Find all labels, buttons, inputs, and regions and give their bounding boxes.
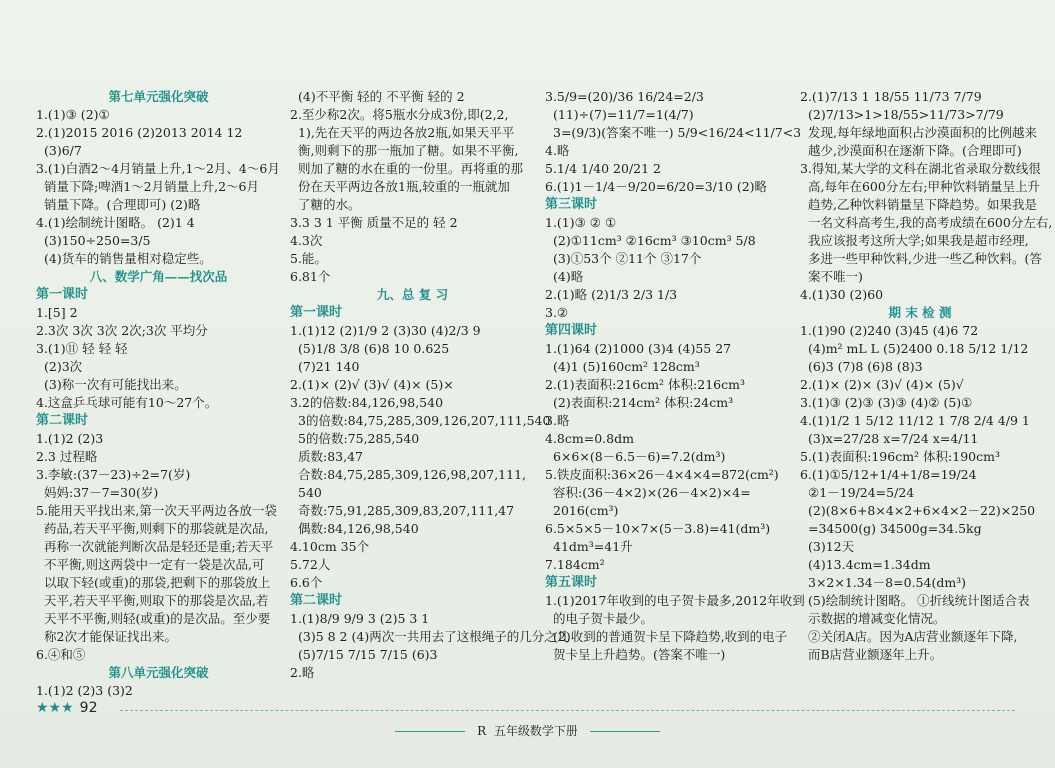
answer-line: 天平不平衡,则轻(或重)的是次品。至少要	[44, 611, 271, 626]
answer-line: 5.能用天平找出来,第一次天平两边各放一袋	[36, 503, 277, 518]
answer-line: 则加了糖的水在重的一份里。再将重的那	[298, 161, 524, 176]
column-1	[36, 88, 281, 700]
answer-line: 6.5×5×5－10×7×(5－3.8)=41(dm³)	[545, 521, 771, 536]
answer-line: 3.李敏:(37－23)÷2=7(岁)	[36, 467, 191, 482]
book-title: 五年级数学下册	[493, 724, 578, 738]
answer-line: (5)7/15 7/15 7/15 (6)3	[298, 647, 438, 662]
lesson-heading: 第五课时	[545, 575, 598, 590]
answer-line: 4.(1)30 (2)60	[800, 287, 884, 302]
answer-line: 6.81个	[290, 269, 331, 284]
answer-line: (2)(8×6+8×4×2+6×4×2－22)×250	[808, 503, 1036, 518]
answer-line: 1.(1)2 (2)3 (3)2	[36, 683, 133, 698]
answer-line: 发现,每年绿地面积占沙漠面积的比例越来	[808, 125, 1037, 140]
answer-line: 4.10cm 35个	[290, 539, 370, 554]
answer-line: (3)6/7	[44, 143, 82, 158]
answer-line: 3.②	[545, 305, 569, 320]
answer-line: 2.略	[290, 665, 315, 680]
answer-line: 41dm³=41升	[553, 539, 633, 554]
answer-line: 4.这盒乒乓球可能有10～27个。	[36, 395, 218, 410]
answer-line: 3=(9/3)(答案不唯一) 5/9<16/24<11/7<3	[553, 125, 802, 140]
footer-line-right	[590, 731, 660, 732]
answer-line: 4.略	[545, 143, 570, 158]
answer-line: ②关闭A店。因为A店营业额逐年下降,	[808, 629, 1018, 644]
answer-line: 2.3次 3次 3次 2次;3次 平均分	[36, 323, 208, 338]
answer-line: 4.3次	[290, 233, 323, 248]
answer-line: 药品,若天平平衡,则剩下的那袋就是次品,	[44, 521, 269, 536]
answer-line: 6×6×(8－6.5－6)=7.2(dm³)	[553, 449, 726, 464]
answer-line: 的电子贺卡最少。	[553, 611, 654, 626]
answer-line: 5.72人	[290, 557, 331, 572]
answer-line: 2.(1)7/13 1 18/55 11/73 7/79	[800, 89, 982, 104]
answer-line: (3)x=27/28 x=7/24 x=4/11	[808, 431, 979, 446]
section-title: 八、数学广角——找次品	[89, 269, 228, 284]
answer-line: 1.(1)③ (2)①	[36, 107, 110, 122]
answer-line: 5.(1)表面积:196cm² 体积:190cm³	[800, 449, 1000, 464]
answer-line: 天平,若天平平衡,则取下的那袋是次品,若	[44, 593, 269, 608]
answer-line: 2.至少称2次。将5瓶水分成3份,即(2,2,	[290, 107, 509, 122]
answer-line: (4)不平衡 轻的 不平衡 轻的 2	[298, 89, 465, 104]
answer-line: 称2次才能保证找出来。	[44, 629, 177, 644]
answer-line: (4)1 (5)160cm² 128cm³	[553, 359, 700, 374]
lesson-heading: 第四课时	[545, 323, 598, 338]
answer-line: (2)7/13>1>18/55>11/73>7/79	[808, 107, 1004, 122]
answer-line: 3.5/9=(20)/36 16/24=2/3	[545, 89, 704, 104]
answer-line: (4)货车的销售量相对稳定些。	[44, 251, 212, 266]
answer-line: 2.(1)× (2)√ (3)√ (4)× (5)×	[290, 377, 454, 392]
answer-line: 3.得知,某大学的文科在湖北省录取分数线很	[800, 161, 1041, 176]
answer-line: 540	[298, 485, 322, 500]
answer-line: 1),先在天平的两边各放2瓶,如果天平平	[298, 125, 515, 140]
answer-line: 4.8cm=0.8dm	[545, 431, 634, 446]
answer-line: (2)表面积:214cm² 体积:24cm³	[553, 395, 734, 410]
answer-line: 案不唯一)	[808, 269, 863, 284]
answer-line: (3)150÷250=3/5	[44, 233, 151, 248]
page-number: 92	[79, 700, 98, 716]
publisher-mark: R	[477, 724, 487, 738]
answer-line: 5.能。	[290, 251, 327, 266]
column-4	[800, 88, 1053, 664]
column-3	[545, 88, 805, 664]
answer-line: 2016(cm³)	[553, 503, 619, 518]
answer-line: (3)12天	[808, 539, 855, 554]
answer-line: 越少,沙漠面积在逐渐下降。(合理即可)	[808, 143, 1022, 158]
answer-line: 1.(1)2017年收到的电子贺卡最多,2012年收到	[545, 593, 805, 608]
dashed-divider	[120, 710, 1015, 711]
lesson-heading: 第一课时	[290, 305, 343, 320]
answer-line: (6)3 (7)8 (6)8 (8)3	[808, 359, 923, 374]
answer-line: 高,每年在600分左右;甲种饮料销量呈上升	[808, 179, 1041, 194]
answer-line: 6.④和⑤	[36, 647, 86, 662]
answer-line: 妈妈:37－7=30(岁)	[44, 485, 159, 500]
answer-line: (2)3次	[44, 359, 83, 374]
answer-line: 了糖的水。	[298, 197, 361, 212]
stars-icon: ★★★	[36, 700, 74, 716]
answer-line: 3的倍数:84,75,285,309,126,207,111,540	[298, 413, 551, 428]
answer-line: 合数:84,75,285,309,126,98,207,111,	[298, 467, 527, 482]
answer-line: 份在天平两边各放1瓶,较重的一瓶就加	[298, 179, 510, 194]
answer-line: 6.(1)①5/12+1/4+1/8=19/24	[800, 467, 977, 482]
answer-line: 5.1/4 1/40 20/21 2	[545, 161, 662, 176]
answer-line: 3.略	[545, 413, 570, 428]
answer-line: 2.(1)2015 2016 (2)2013 2014 12	[36, 125, 243, 140]
answer-line: 多进一些甲种饮料,少进一些乙种饮料。(答	[808, 251, 1042, 266]
answer-line: 3.(1)⑪ 轻 轻 轻	[36, 341, 128, 356]
answer-line: 1.(1)8/9 9/9 3 (2)5 3 1	[290, 611, 430, 626]
answer-line: 1.[5] 2	[36, 305, 78, 320]
answer-line: 容积:(36－4×2)×(26－4×2)×4=	[553, 485, 751, 500]
answer-line: (2)收到的普通贺卡呈下降趋势,收到的电子	[553, 629, 788, 644]
answer-line: 一名文科高考生,我的高考成绩在600分左右,	[808, 215, 1053, 230]
answer-line: 1.(1)12 (2)1/9 2 (3)30 (4)2/3 9	[290, 323, 481, 338]
section-title: 第七单元强化突破	[108, 89, 209, 104]
answer-line: 2.(1)略 (2)1/3 2/3 1/3	[545, 287, 678, 302]
answer-line: 贺卡呈上升趋势。(答案不唯一)	[553, 647, 726, 662]
answer-line: 再称一次就能判断次品是轻还是重;若天平	[44, 539, 274, 554]
answer-line: (3)①53个 ②11个 ③17个	[553, 251, 702, 266]
answer-line: 5.铁皮面积:36×26－4×4×4=872(cm²)	[545, 467, 779, 482]
footer-line-left	[395, 731, 465, 732]
answer-line: 6.6个	[290, 575, 323, 590]
answer-line: 而B店营业额逐年上升。	[808, 647, 943, 662]
answer-line: (3)5 8 2 (4)两次一共用去了这根绳子的几分之几	[298, 629, 570, 644]
answer-line: 我应该报考这所大学;如果我是超市经理,	[808, 233, 1029, 248]
footer-center	[0, 722, 1055, 739]
answer-line: (7)21 140	[298, 359, 360, 374]
answer-line: 4.(1)绘制统计图略。 (2)1 4	[36, 215, 195, 230]
answer-line: 示数据的增减变化情况。	[808, 611, 946, 626]
answer-line: (5)绘制统计图略。 ①折线统计图适合表	[808, 593, 1030, 608]
lesson-heading: 第三课时	[545, 197, 598, 212]
section-title: 期 末 检 测	[888, 305, 952, 320]
answer-line: (5)1/8 3/8 (6)8 10 0.625	[298, 341, 450, 356]
answer-line: 不平衡,则这两袋中一定有一袋是次品,可	[44, 557, 265, 572]
answer-line: (4)m² mL L (5)2400 0.18 5/12 1/12	[808, 341, 1029, 356]
answer-line: 4.(1)1/2 1 5/12 11/12 1 7/8 2/4 4/9 1	[800, 413, 1030, 428]
answer-line: 2.(1)表面积:216cm² 体积:216cm³	[545, 377, 745, 392]
answer-line: 质数:83,47	[298, 449, 363, 464]
answer-line: 3.(1)③ (2)③ (3)③ (4)② (5)①	[800, 395, 973, 410]
answer-line: (4)略	[553, 269, 584, 284]
section-title: 第八单元强化突破	[108, 665, 209, 680]
answer-line: 2.3 过程略	[36, 449, 98, 464]
answer-line: 5的倍数:75,285,540	[298, 431, 420, 446]
answer-line: 3.(1)白酒2～4月销量上升,1～2月、4～6月	[36, 161, 280, 176]
answer-line: 奇数:75,91,285,309,83,207,111,47	[298, 503, 515, 518]
answer-line: 1.(1)90 (2)240 (3)45 (4)6 72	[800, 323, 979, 338]
answer-line: ②1－19/24=5/24	[808, 485, 915, 500]
answer-line: 销量下降;啤酒1～2月销量上升,2～6月	[44, 179, 259, 194]
answer-line: (3)称一次有可能找出来。	[44, 377, 187, 392]
answer-line: 衡,则剩下的那一瓶加了糖。如果不平衡,	[298, 143, 519, 158]
answer-line: 6.(1)1－1/4－9/20=6/20=3/10 (2)略	[545, 179, 768, 194]
answer-line: (4)13.4cm=1.34dm	[808, 557, 931, 572]
answer-line: 2.(1)× (2)× (3)√ (4)× (5)√	[800, 377, 964, 392]
answer-line: 销量下降。(合理即可) (2)略	[44, 197, 201, 212]
section-title: 九、总 复 习	[376, 287, 449, 302]
answer-line: (2)①11cm³ ②16cm³ ③10cm³ 5/8	[553, 233, 756, 248]
answer-line: 偶数:84,126,98,540	[298, 521, 419, 536]
answer-line: 1.(1)64 (2)1000 (3)4 (4)55 27	[545, 341, 732, 356]
footer-left	[36, 700, 97, 716]
answer-line: 3×2×1.34－8=0.54(dm³)	[808, 575, 967, 590]
answer-line: (11)÷(7)=11/7=1(4/7)	[553, 107, 694, 122]
answer-line: 1.(1)2 (2)3	[36, 431, 104, 446]
answer-line: 趋势,乙种饮料销量呈下降趋势。如果我是	[808, 197, 1037, 212]
answer-line: 3.3 3 1 平衡 质量不足的 轻 2	[290, 215, 458, 230]
answer-line: 3.2的倍数:84,126,98,540	[290, 395, 444, 410]
answer-line: 1.(1)③ ② ①	[545, 215, 617, 230]
lesson-heading: 第二课时	[290, 593, 343, 608]
answer-line: =34500(g) 34500g=34.5kg	[808, 521, 982, 536]
answer-line: 7.184cm²	[545, 557, 605, 572]
lesson-heading: 第二课时	[36, 413, 89, 428]
lesson-heading: 第一课时	[36, 287, 89, 302]
answer-line: 以取下轻(或重)的那袋,把剩下的那袋放上	[44, 575, 271, 590]
